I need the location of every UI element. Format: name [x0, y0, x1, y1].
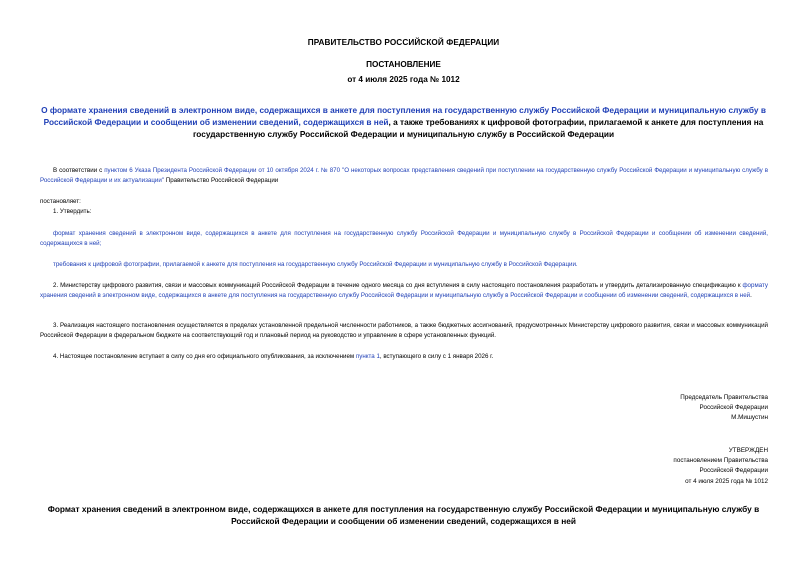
item-2: [40, 281, 768, 301]
approval-date: от 4 июля 2025 года № 1012: [685, 477, 768, 485]
signature-org: Российской Федерации: [699, 404, 768, 412]
preamble-end: Правительство Российской Федерации: [164, 177, 279, 184]
format-section-title: Формат хранения сведений в электронном виде, содержащихся в анкете для поступления на государственную службу Российской Федерации и муниципальную службу в Российской Федерации и сообщении об изменении сведений, содержащихся в ней: [47, 504, 760, 526]
signature-block: [680, 393, 768, 424]
document-type-heading: ПОСТАНОВЛЕНИЕ: [366, 60, 441, 69]
title-rest: , а также требованиях к цифровой фотографии, прилагаемой к анкете для поступления на государственную службу Российской Федерации и муниципальную службу в Российской Федерации: [192, 117, 764, 139]
item-4: [40, 352, 768, 362]
document-title: [40, 104, 767, 140]
item-3: 3. Реализация настоящего постановления осуществляется в пределах установленной предельной численности работников, а также бюджетных ассигнований, предусмотренных Министерству цифрового развития, связи и массовых коммуникаций Российской Федерации в федеральном бюджете на соответствующий год и плановый период на руководство и управление в сфере установленных функций.: [40, 322, 768, 339]
item-4-end: , вступающего в силу с 1 января 2026 г.: [379, 353, 494, 360]
signature-position: Председатель Правительства: [680, 394, 768, 401]
approval-block: [673, 446, 768, 487]
item-4-clause-link[interactable]: пункта 1: [355, 353, 380, 360]
item-1: 1. Утвердить:: [53, 208, 92, 215]
item-1-photo-requirements-link[interactable]: требования к цифровой фотографии, прилагаемой к анкете для поступления на государственную службу Российской Федерации и муниципальную службу в Российской Федерации.: [53, 261, 578, 268]
item-2-format-link[interactable]: формату хранения сведений в электронном виде, содержащихся в анкете для поступления на государственную службу Российской Федерации и муниципальную службу в Российской Федерации и сообщении об изменении сведений, содержащихся в ней: [40, 282, 768, 299]
approval-by: постановлением Правительства: [673, 457, 768, 465]
item-4-start: 4. Настоящее постановление вступает в силу со дня его официального опубликования, за исключением: [53, 353, 356, 360]
decree-word: постановляет:: [40, 198, 81, 205]
preamble-start: В соответствии с: [53, 167, 105, 174]
item-2-end: .: [750, 292, 752, 299]
preamble-paragraph: [40, 166, 768, 186]
title-link[interactable]: О формате хранения сведений в электронном виде, содержащихся в анкете для поступления на государственную службу Российской Федерации и муниципальную службу в Российской Федерации и сообщении об изменении сведений, содержащихся в ней: [41, 105, 766, 127]
item-2-start: 2. Министерству цифрового развития, связи и массовых коммуникаций Российской Федерации в течение одного месяца со дня вступления в силу настоящего постановления разработать и утвердить детализированную спецификацию к: [53, 282, 743, 289]
preamble-decree-link[interactable]: пунктом 6 Указа Президента Российской Федерации от 10 октября 2024 г. № 870 "О некоторых вопросах представления сведений при поступлении на государственную службу Российской Федерации и муниципальную службу в Российской Федерации и их актуализации": [40, 167, 768, 184]
item-1-format-paragraph: [40, 229, 768, 249]
signature-name: М.Мишустин: [731, 414, 768, 422]
approval-label: УТВЕРЖДЕН: [728, 447, 768, 454]
government-heading: ПРАВИТЕЛЬСТВО РОССИЙСКОЙ ФЕДЕРАЦИИ: [307, 38, 500, 47]
item-1-photo-paragraph: [40, 260, 768, 270]
item-1-format-link[interactable]: формат хранения сведений в электронном виде, содержащихся в анкете для поступления на государственную службу Российской Федерации и муниципальную службу в Российской Федерации и сообщении об изменении сведений, содержащихся в ней;: [40, 230, 768, 247]
document-date-number: от 4 июля 2025 года № 1012: [347, 75, 460, 84]
approval-org: Российской Федерации: [699, 467, 768, 475]
